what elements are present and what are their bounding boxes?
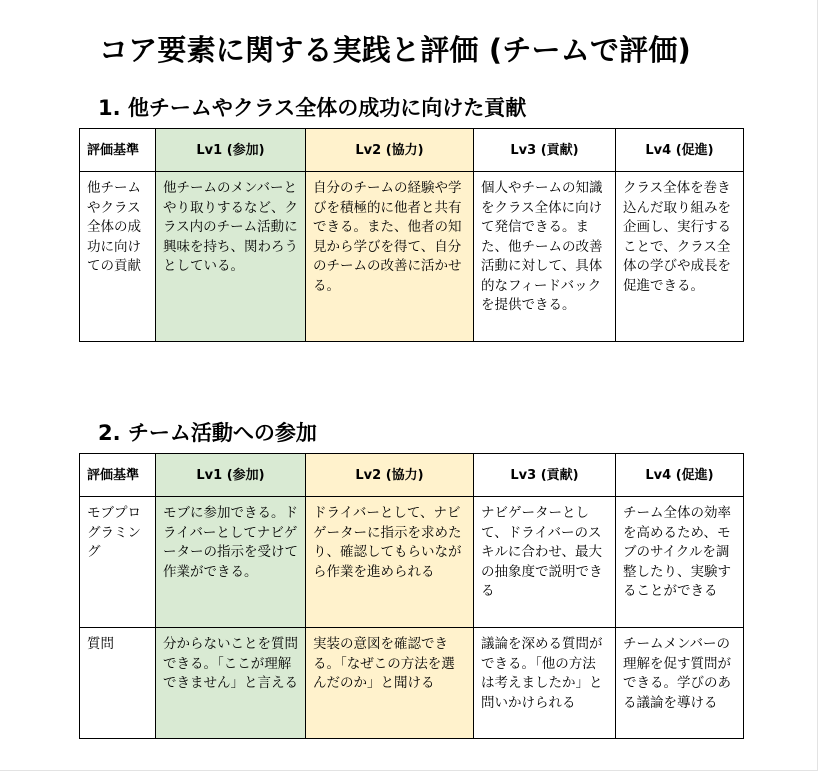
header-lv4: Lv4 (促進) xyxy=(616,129,744,172)
rubric-table-contribution xyxy=(79,128,744,342)
lv4-cell: チームメンバーの理解を促す質問ができる。学びのある議論を導ける xyxy=(616,628,744,739)
header-criteria: 評価基準 xyxy=(80,129,156,172)
section-heading-team-activity: 2. チーム活動への参加 xyxy=(98,421,317,445)
lv3-cell: 議論を深める質問ができる。「他の方法は考えましたか」と問いかけられる xyxy=(474,628,616,739)
table-header-row xyxy=(80,129,744,172)
header-lv2: Lv2 (協力) xyxy=(306,454,474,497)
criteria-cell: 他チームやクラス全体の成功に向けての貢献 xyxy=(80,172,156,342)
header-lv4: Lv4 (促進) xyxy=(616,454,744,497)
header-lv3: Lv3 (貢献) xyxy=(474,454,616,497)
table-header-row xyxy=(80,454,744,497)
lv3-cell: 個人やチームの知識をクラス全体に向けて発信できる。また、他チームの改善活動に対して、具体的なフィードバックを提供できる。 xyxy=(474,172,616,342)
lv1-cell: 分からないことを質問できる。「ここが理解できません」と言える xyxy=(156,628,306,739)
lv4-cell: チーム全体の効率を高めるため、モブのサイクルを調整したり、実験することができる xyxy=(616,497,744,628)
criteria-cell: モブプログラミング xyxy=(80,497,156,628)
criteria-cell: 質問 xyxy=(80,628,156,739)
lv3-cell: ナビゲーターとして、ドライバーのスキルに合わせ、最大の抽象度で説明できる xyxy=(474,497,616,628)
table-row xyxy=(80,172,744,342)
lv2-cell: 自分のチームの経験や学びを積極的に他者と共有できる。また、他者の知見から学びを得て、自分のチームの改善に活かせる。 xyxy=(306,172,474,342)
lv1-cell: モブに参加できる。ドライバーとしてナビゲーターの指示を受けて作業ができる。 xyxy=(156,497,306,628)
lv2-cell: ドライバーとして、ナビゲーターに指示を求めたり、確認してもらいながら作業を進められる xyxy=(306,497,474,628)
table-row xyxy=(80,497,744,628)
lv4-cell: クラス全体を巻き込んだ取り組みを企画し、実行することで、クラス全体の学びや成長を促進できる。 xyxy=(616,172,744,342)
table-row xyxy=(80,628,744,739)
section-heading-contribution: 1. 他チームやクラス全体の成功に向けた貢献 xyxy=(98,96,527,120)
page-title: コア要素に関する実践と評価 (チームで評価) xyxy=(99,33,692,67)
lv2-cell: 実装の意図を確認できる。「なぜこの方法を選んだのか」と聞ける xyxy=(306,628,474,739)
header-criteria: 評価基準 xyxy=(80,454,156,497)
header-lv1: Lv1 (参加) xyxy=(156,454,306,497)
header-lv1: Lv1 (参加) xyxy=(156,129,306,172)
header-lv2: Lv2 (協力) xyxy=(306,129,474,172)
header-lv3: Lv3 (貢献) xyxy=(474,129,616,172)
rubric-table-team-activity xyxy=(79,453,744,739)
lv1-cell: 他チームのメンバーとやり取りするなど、クラス内のチーム活動に興味を持ち、関わろうとしている。 xyxy=(156,172,306,342)
